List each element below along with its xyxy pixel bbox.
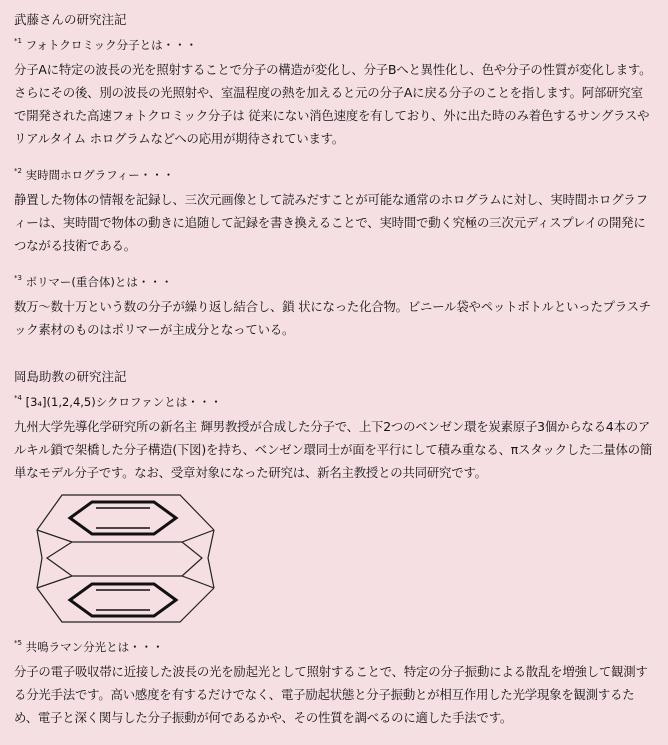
note-title-text: ポリマー(重合体)とは・・・: [25, 275, 173, 289]
note-title-text: [3₄](1,2,4,5)シクロファンとは・・・: [25, 395, 222, 409]
note-title: [14, 638, 654, 656]
left-inner-link: [47, 542, 72, 576]
note-mark: *5: [14, 639, 22, 647]
note-body: 分子の電子吸収帯に近接した波長の光を励起光として照射することで、特定の分子振動による散乱を増強して観測する分光手法です。高い感度を有するだけでなく、電子励起状態と分子振動とが相互作用した光学現象を観測するため、電子と深く関与した分子振動が何であるかや、その性質を調べるのに適した手法です。: [14, 664, 648, 725]
cyclophane-structure-diagram: [22, 490, 222, 630]
note-photochromic: [14, 36, 654, 150]
section-gap: [14, 357, 654, 367]
note-polymer: [14, 273, 654, 341]
note-realtime-holography: [14, 166, 654, 257]
alkyl-bridges: [37, 495, 214, 622]
note-title-text: 実時間ホログラフィー・・・: [25, 168, 175, 182]
note-title: [14, 166, 654, 184]
note-title: [14, 273, 654, 291]
lower-benzene-ring: [70, 584, 176, 616]
left-bridge: [37, 530, 42, 588]
note-body: 分子Aに特定の波長の光を照射することで分子の構造が変化し、分子Bへと異性化し、色や分子の性質が変化します。さらにその後、別の波長の光照射や、室温程度の熱を加えると元の分子Aに戻る分子のことを指します。阿部研究室で開発された高速フォトクロミック分子は 従来にない消色速度を有しており、外に出た時のみ着色するサングラスやリアルタイム ホログラムなどへの応用が期待されています。: [14, 62, 652, 146]
note-mark: *4: [14, 394, 22, 402]
note-title-text: 共鳴ラマン分光とは・・・: [25, 640, 164, 654]
note-title: [14, 36, 654, 54]
section-heading-okajima: 岡島助教の研究注記: [14, 369, 127, 384]
note-title-text: フォトクロミック分子とは・・・: [25, 38, 198, 52]
upper-outer-chain: [37, 495, 214, 530]
note-body: 数万〜数十万という数の分子が繰り返し結合し、鎖 状になった化合物。ビニール袋やペットボトルといったプラスチック素材のものはポリマーが主成分となっている。: [14, 299, 651, 337]
right-bridge: [208, 530, 214, 588]
note-resonance-raman: [14, 638, 654, 729]
upper-inner-chain: [37, 530, 214, 542]
note-cyclophane: [14, 393, 654, 484]
note-mark: *1: [14, 37, 22, 45]
note-title: [14, 393, 654, 411]
right-inner-link: [182, 542, 202, 576]
upper-benzene-ring: [70, 502, 176, 534]
note-mark: *3: [14, 274, 22, 282]
section-heading-takefuji: 武藤さんの研究注記: [14, 12, 127, 27]
note-body: 静置した物体の情報を記録し、三次元画像として読みだすことが可能な通常のホログラムに対し、実時間ホログラフィーは、実時間で物体の動きに追随して記録を書き換えることで、実時間で動く究極の三次元ディスプレイの開発につながる技術である。: [14, 192, 648, 253]
note-mark: *2: [14, 167, 22, 175]
cyclophane-structure-svg: [22, 490, 222, 630]
lower-inner-chain: [37, 576, 214, 588]
note-body: 九州大学先導化学研究所の新名主 輝男教授が合成した分子で、上下2つのベンゼン環を炭素原子3個からなる4本のアルキル鎖で架橋した分子構造(下図)を持ち、ベンゼン環同士が面を平行にして積み重なる、πスタックした二量体の簡単なモデル分子です。なお、受章対象になった研究は、新名主教授との共同研究です。: [14, 419, 653, 480]
